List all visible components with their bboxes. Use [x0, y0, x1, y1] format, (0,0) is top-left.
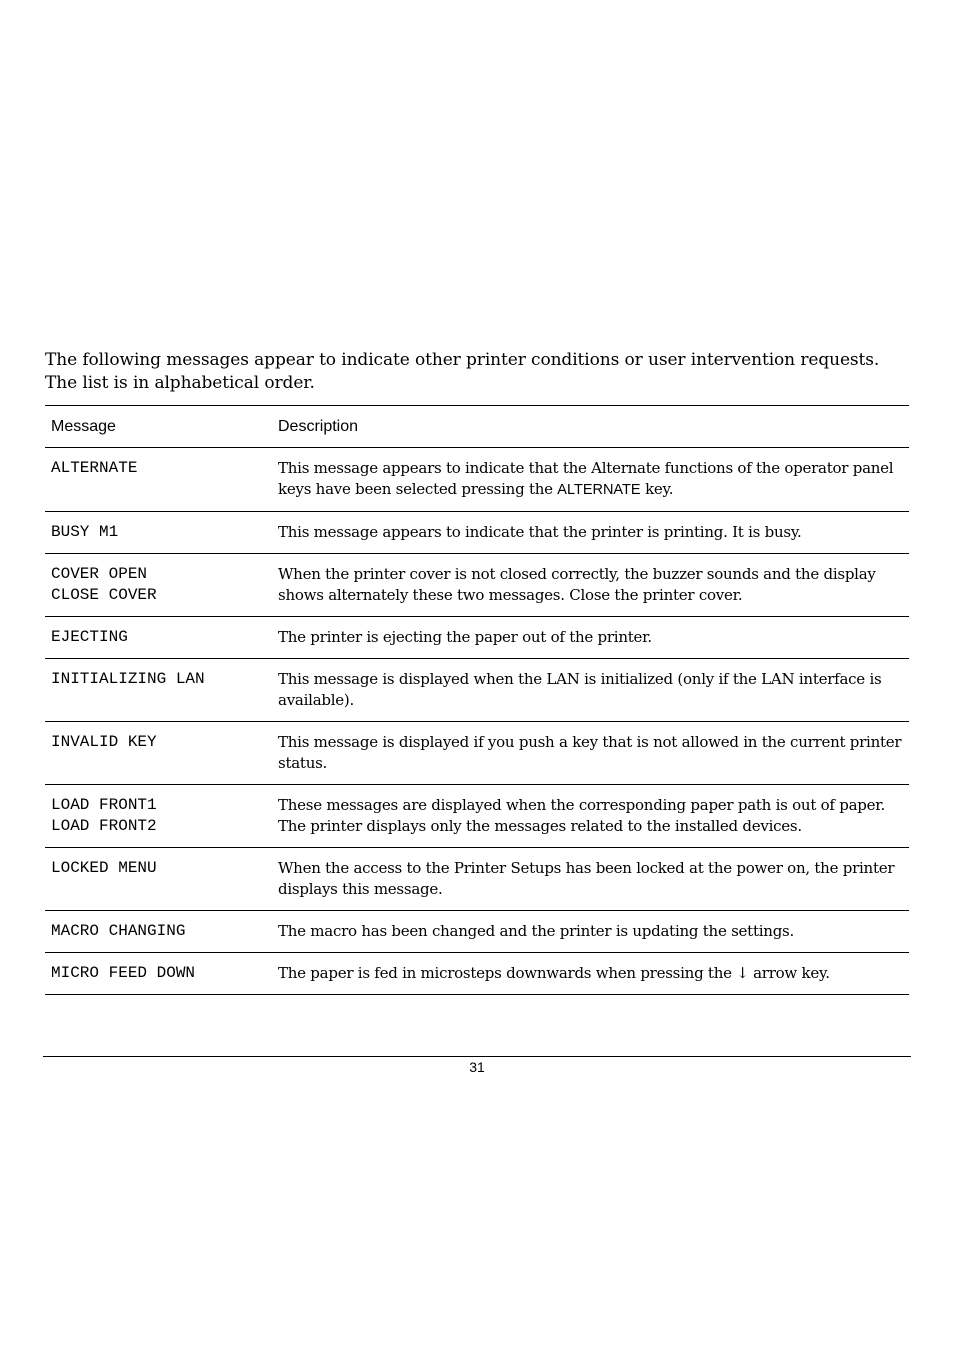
message-code: EJECTING [51, 628, 128, 646]
message-cell [45, 554, 272, 617]
message-cell [45, 911, 272, 953]
message-code: LOAD FRONT2 [51, 817, 157, 835]
message-cell [45, 448, 272, 512]
description-cell [272, 512, 909, 554]
description-cell [272, 617, 909, 659]
page-number: 31 [469, 1059, 485, 1075]
message-cell [45, 785, 272, 848]
description-segment: The paper is fed in microsteps downwards when pressing the ↓ arrow key. [278, 964, 830, 982]
description-text [278, 522, 905, 543]
description-cell [272, 659, 909, 722]
description-text [278, 858, 905, 900]
key-name: ALTERNATE [557, 482, 641, 498]
table-body [45, 448, 909, 995]
description-cell [272, 953, 909, 995]
message-code: CLOSE COVER [51, 586, 157, 604]
message-code: LOAD FRONT1 [51, 796, 157, 814]
message-code: ALTERNATE [51, 459, 138, 477]
message-code: MACRO CHANGING [51, 922, 186, 940]
column-header-message: Message [45, 406, 272, 448]
description-cell [272, 848, 909, 911]
description-text [278, 816, 905, 837]
message-code: LOCKED MENU [51, 859, 157, 877]
description-segment: This message appears to indicate that the Alternate functions of the operator panel keys have been selected pressing the [278, 459, 894, 498]
message-code: INITIALIZING LAN [51, 670, 205, 688]
table-row [45, 911, 909, 953]
message-cell [45, 953, 272, 995]
table-row [45, 448, 909, 512]
message-code: COVER OPEN [51, 565, 148, 583]
description-cell [272, 785, 909, 848]
messages-table [45, 405, 909, 995]
description-text [278, 732, 905, 774]
description-text [278, 627, 905, 648]
message-cell [45, 722, 272, 785]
message-code: MICRO FEED DOWN [51, 964, 196, 982]
description-cell [272, 911, 909, 953]
description-cell [272, 722, 909, 785]
description-text [278, 669, 905, 711]
description-segment: This message is displayed when the LAN is initialized (only if the LAN interface is available). [278, 670, 882, 709]
description-segment: The printer is ejecting the paper out of the printer. [278, 628, 652, 646]
message-cell [45, 848, 272, 911]
description-segment: This message appears to indicate that the printer is printing. It is busy. [278, 523, 802, 541]
description-text [278, 795, 905, 816]
message-cell [45, 659, 272, 722]
table-row [45, 512, 909, 554]
table-row [45, 617, 909, 659]
description-segment: This message is displayed if you push a key that is not allowed in the current printer status. [278, 733, 902, 772]
description-cell [272, 554, 909, 617]
intro-line-1: The following messages appear to indicate other printer conditions or user intervention requests. [45, 350, 880, 370]
intro-line-2: The list is in alphabetical order. [45, 373, 315, 393]
column-header-description: Description [272, 406, 909, 448]
table-row [45, 722, 909, 785]
table-header-row [45, 406, 909, 448]
intro-paragraph [45, 349, 915, 395]
description-text [278, 458, 905, 501]
description-segment: When the access to the Printer Setups has been locked at the power on, the printer displays this message. [278, 859, 895, 898]
table-row [45, 659, 909, 722]
table-row [45, 785, 909, 848]
message-code: BUSY M1 [51, 523, 119, 541]
table-row [45, 554, 909, 617]
description-text [278, 564, 905, 606]
message-cell [45, 512, 272, 554]
message-code: INVALID KEY [51, 733, 157, 751]
message-cell [45, 617, 272, 659]
description-segment: These messages are displayed when the corresponding paper path is out of paper. [278, 796, 886, 814]
description-cell [272, 448, 909, 512]
description-text [278, 963, 905, 984]
description-segment: When the printer cover is not closed correctly, the buzzer sounds and the display shows alternately these two messages. Close the printer cover. [278, 565, 876, 604]
description-segment: The printer displays only the messages related to the installed devices. [278, 817, 802, 835]
description-segment: The macro has been changed and the printer is updating the settings. [278, 922, 795, 940]
table-row [45, 848, 909, 911]
table-row [45, 953, 909, 995]
description-segment: key. [640, 480, 674, 498]
footer-divider [43, 1056, 911, 1057]
description-text [278, 921, 905, 942]
